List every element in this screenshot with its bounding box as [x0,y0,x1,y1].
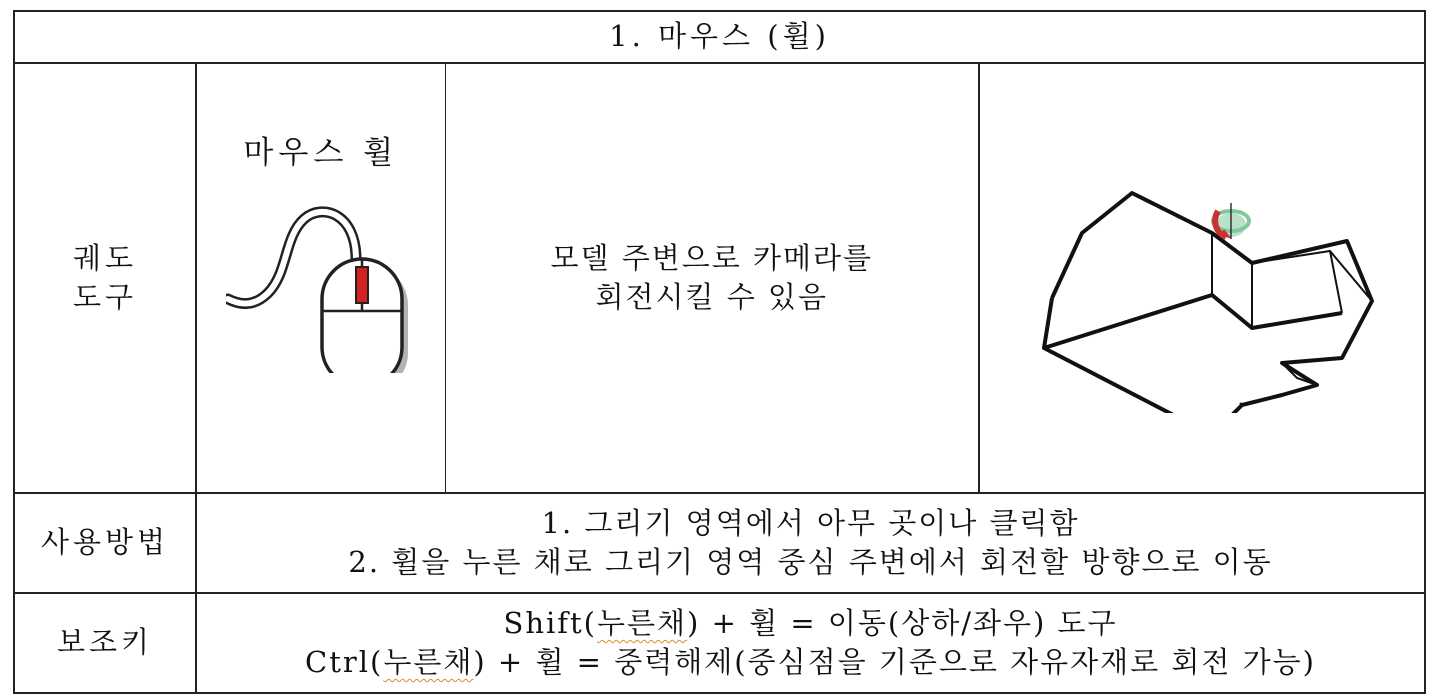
modifier-label-cell [14,593,196,693]
description-line1: 모델 주변으로 카메라를 [550,240,874,275]
mouse-wheel-icon [226,193,416,373]
modifier-label: 보조키 [56,625,154,660]
shift-modifier-line [197,604,1424,643]
usage-step-1: 1. 그리기 영역에서 아무 곳이나 클릭함 [541,505,1080,540]
orbit-label-line2: 도구 [72,280,138,314]
ctrl-prefix: Ctrl( [305,645,384,679]
orbit-illustration-cell [979,63,1425,493]
usage-steps-cell [196,493,1425,593]
ctrl-modifier-line [197,643,1424,682]
table-title [14,11,1425,63]
orbit-tool-label-cell [14,63,196,493]
usage-label-cell [14,493,196,593]
description-line2: 회전시킬 수 있음 [595,280,829,314]
ctrl-held-text: 누른채 [383,645,474,679]
orbit-tool-table [13,10,1426,694]
usage-step-2: 2. 휠을 누른 채로 그리기 영역 중심 주변에서 회전할 방향으로 이동 [348,545,1273,579]
shift-held-text: 누른채 [597,605,688,640]
usage-label: 사용방법 [40,525,170,560]
mouse-wheel-label: 마우스 휠 [243,135,399,171]
mouse-wheel-cell [196,63,445,493]
title-text: 1. 마우스 (휠) [609,19,830,54]
orbit-model-illustration [1012,133,1392,413]
orbit-description-cell [445,63,979,493]
modifier-keys-cell [196,593,1425,693]
orbit-label-line1: 궤도 [72,240,138,275]
ctrl-suffix: ) + 휠 = 중력해제(중심점을 기준으로 자유자재로 회전 가능) [473,645,1316,679]
shift-prefix: Shift( [503,605,597,640]
shift-suffix: ) + 휠 = 이동(상하/좌우) 도구 [687,605,1118,640]
